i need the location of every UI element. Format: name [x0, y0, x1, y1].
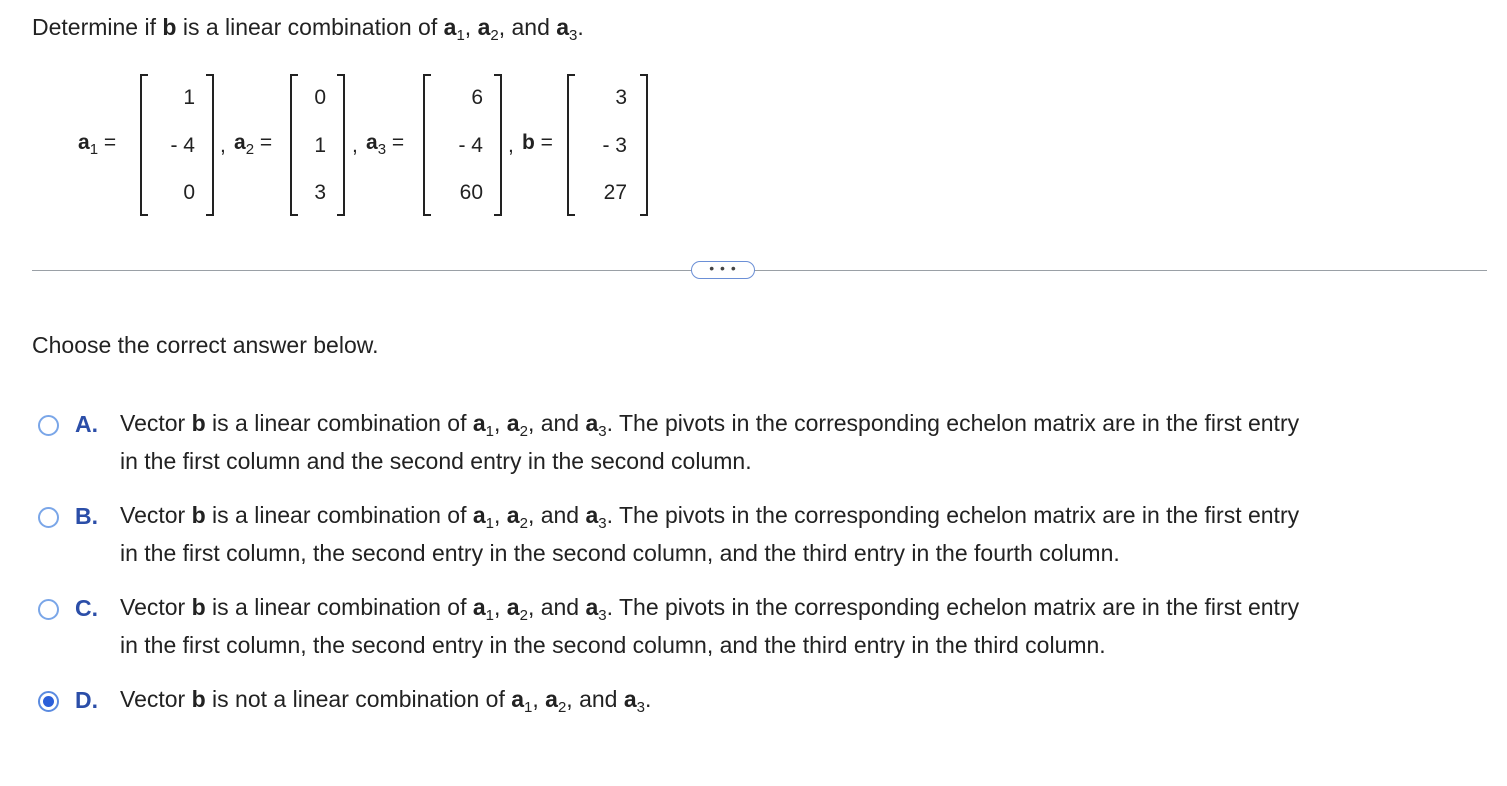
vector-b-label: b = — [522, 131, 553, 154]
vector-a2-entry: 0 — [314, 86, 326, 109]
vector-b-right-bracket — [640, 74, 648, 216]
option-text: Vector b is a linear combination of $a_1$, $a_2$, and $a_3$. The pivots in the corresponding echelon matrix are in the first entry in the first column, the second entry in the second column, and the third entry in the fourth column. — [120, 502, 1300, 566]
vector-a3-label: $a_3$ = — [366, 131, 405, 158]
option-letter: C. — [75, 595, 98, 621]
option-text: Vector b is a linear combination of $a_1$, $a_2$, and $a_3$. The pivots in the corresponding echelon matrix are in the first entry in the first column and the second entry in the second column. — [120, 410, 1300, 474]
option-letter: A. — [75, 411, 98, 437]
more-options-button[interactable]: • • • — [691, 261, 755, 279]
vector-a1-entry: - 4 — [170, 134, 195, 157]
vector-a3-entry: 60 — [459, 181, 483, 204]
vector-a2-right-bracket — [337, 74, 345, 216]
vector-a1-left-bracket — [140, 74, 148, 216]
option-letter: B. — [75, 503, 98, 529]
section-divider — [32, 270, 1487, 271]
radio-button-a[interactable] — [38, 415, 59, 436]
vector-a3-right-bracket — [494, 74, 502, 216]
vector-separator: , — [220, 134, 226, 157]
vector-a1-label: $a_1$ = — [78, 131, 117, 158]
vector-a2-label: $a_2$ = — [234, 131, 273, 158]
vector-separator: , — [508, 134, 514, 157]
vector-b-entry: 27 — [603, 181, 627, 204]
vector-b-entry: 3 — [615, 86, 627, 109]
vector-b-entry: - 3 — [602, 134, 627, 157]
vector-a1-entry: 0 — [183, 181, 195, 204]
option-letter: D. — [75, 687, 98, 713]
question-text: Determine if b is a linear combination of $a_1$, $a_2$, and $a_3$. — [32, 14, 584, 44]
vector-a2-entry: 1 — [314, 134, 326, 157]
radio-button-d-selected[interactable] — [38, 691, 59, 712]
radio-button-c[interactable] — [38, 599, 59, 620]
vector-a3-entry: 6 — [471, 86, 483, 109]
option-text: Vector b is a linear combination of $a_1$, $a_2$, and $a_3$. The pivots in the corresponding echelon matrix are in the first entry in the first column, the second entry in the second column, and the third entry in the third column. — [120, 594, 1300, 658]
answer-prompt: Choose the correct answer below. — [32, 332, 379, 358]
vector-a3-left-bracket — [423, 74, 431, 216]
vector-a1-right-bracket — [206, 74, 214, 216]
radio-button-b[interactable] — [38, 507, 59, 528]
vector-a1-entry: 1 — [183, 86, 195, 109]
vector-a2-entry: 3 — [314, 181, 326, 204]
vector-b-left-bracket — [567, 74, 575, 216]
vector-separator: , — [352, 134, 358, 157]
vector-a3-entry: - 4 — [458, 134, 483, 157]
option-text: Vector b is not a linear combination of $a_1$, $a_2$, and $a_3$. — [120, 686, 652, 716]
